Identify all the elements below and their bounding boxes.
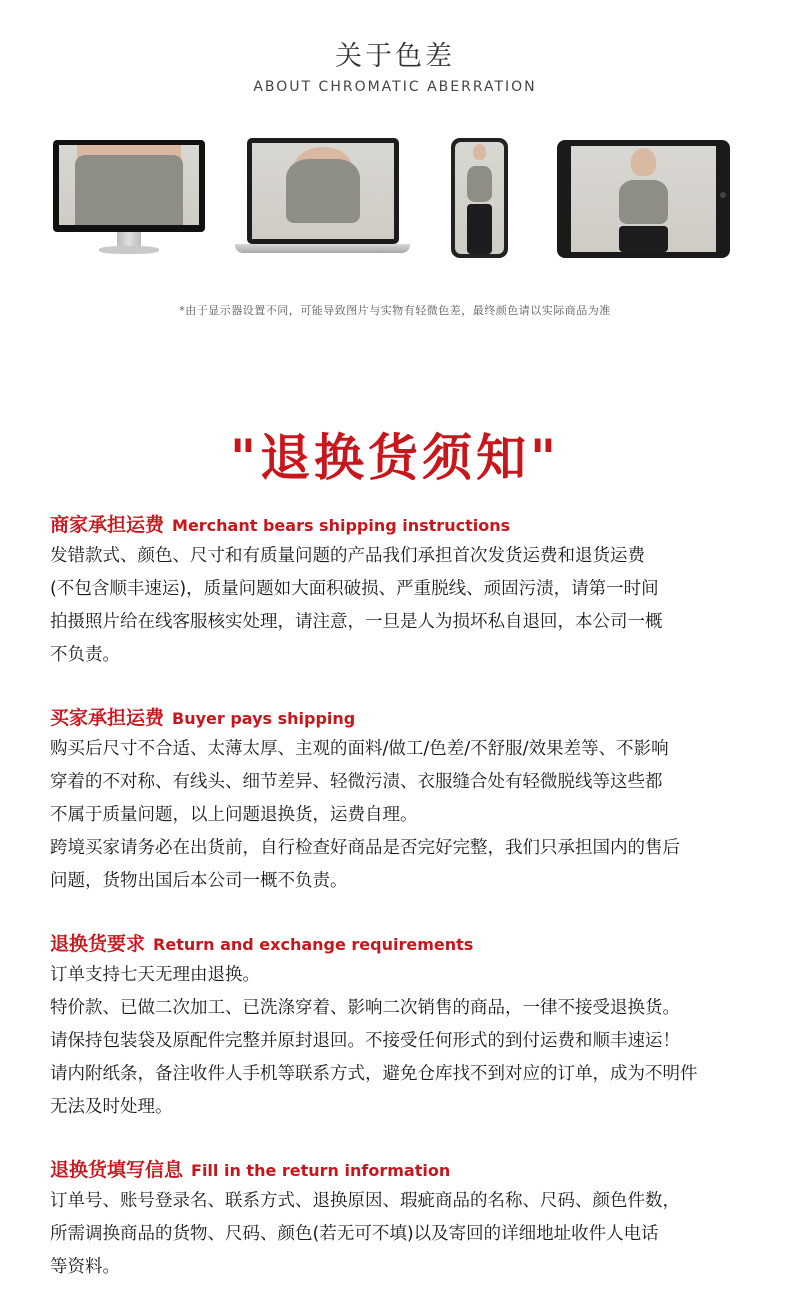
monitor-device (53, 140, 205, 258)
section-title-en: Buyer pays shipping (172, 709, 356, 728)
paragraph-line: 发错款式、颜色、尺寸和有质量问题的产品我们承担首次发货运费和退货运费 (50, 546, 645, 566)
paragraph-line: 请保持包装袋及原配件完整并原封退回。不接受任何形式的到付运费和顺丰速运！ (50, 1031, 680, 1051)
tablet-device (557, 140, 730, 258)
paragraph-line: 所需调换商品的货物、尺码、颜色(若无可不填)以及寄回的详细地址收件人电话 (50, 1224, 659, 1244)
section-heading (50, 1155, 750, 1185)
phone-device (451, 138, 508, 258)
return-info-section (50, 1155, 750, 1284)
paragraph-line: 请内附纸条，备注收件人手机等联系方式，避免仓库找不到对应的订单，成为不明件 (50, 1064, 698, 1084)
page-title: 关于色差 (335, 41, 455, 72)
paragraph-line: 不负责。 (50, 645, 120, 665)
section-title-en: Fill in the return information (191, 1161, 451, 1180)
laptop-device (235, 138, 410, 258)
return-policy-title: "退换货须知" (229, 429, 561, 487)
paragraph-line: 穿着的不对称、有线头、细节差异、轻微污渍、衣服缝合处有轻微脱线等这些都 (50, 772, 663, 792)
section-heading (50, 929, 750, 959)
section-title-en: Return and exchange requirements (153, 935, 474, 954)
paragraph-line: 跨境买家请务必在出货前，自行检查好商品是否完好完整，我们只承担国内的售后 (50, 838, 680, 858)
return-requirements-section (50, 929, 750, 1124)
paragraph-line: 无法及时处理。 (50, 1097, 173, 1117)
section-title-en: Merchant bears shipping instructions (172, 516, 511, 535)
section-title-cn: 买家承担运费 (50, 707, 165, 729)
paragraph-line: 购买后尺寸不合适、太薄太厚、主观的面料/做工/色差/不舒服/效果差等、不影响 (50, 739, 669, 759)
paragraph-line: 订单支持七天无理由退换。 (50, 965, 260, 985)
section-title-cn: 退换货要求 (50, 933, 146, 955)
section-heading (50, 510, 750, 540)
paragraph-line: 订单号、账号登录名、联系方式、退换原因、瑕疵商品的名称、尺码、颜色件数， (50, 1191, 680, 1211)
paragraph-line: (不包含顺丰速运)，质量问题如大面积破损、严重脱线、顽固污渍，请第一时间 (50, 579, 659, 599)
section-title-cn: 退换货填写信息 (50, 1159, 184, 1181)
paragraph-line: 特价款、已做二次加工、已洗涤穿着、影响二次销售的商品，一律不接受退换货。 (50, 998, 680, 1018)
buyer-shipping-section (50, 703, 750, 898)
merchant-shipping-section (50, 510, 750, 672)
page-subtitle: ABOUT CHROMATIC ABERRATION (253, 79, 537, 95)
paragraph-line: 等资料。 (50, 1257, 120, 1277)
paragraph-line: 问题，货物出国后本公司一概不负责。 (50, 871, 348, 891)
section-heading (50, 703, 750, 733)
section-title-cn: 商家承担运费 (50, 514, 165, 536)
color-note: *由于显示器设置不同，可能导致图片与实物有轻微色差，最终颜色请以实际商品为准 (179, 304, 611, 317)
paragraph-line: 拍摄照片给在线客服核实处理，请注意，一旦是人为损坏私自退回，本公司一概 (50, 612, 663, 632)
paragraph-line: 不属于质量问题，以上问题退换货，运费自理。 (50, 805, 418, 825)
